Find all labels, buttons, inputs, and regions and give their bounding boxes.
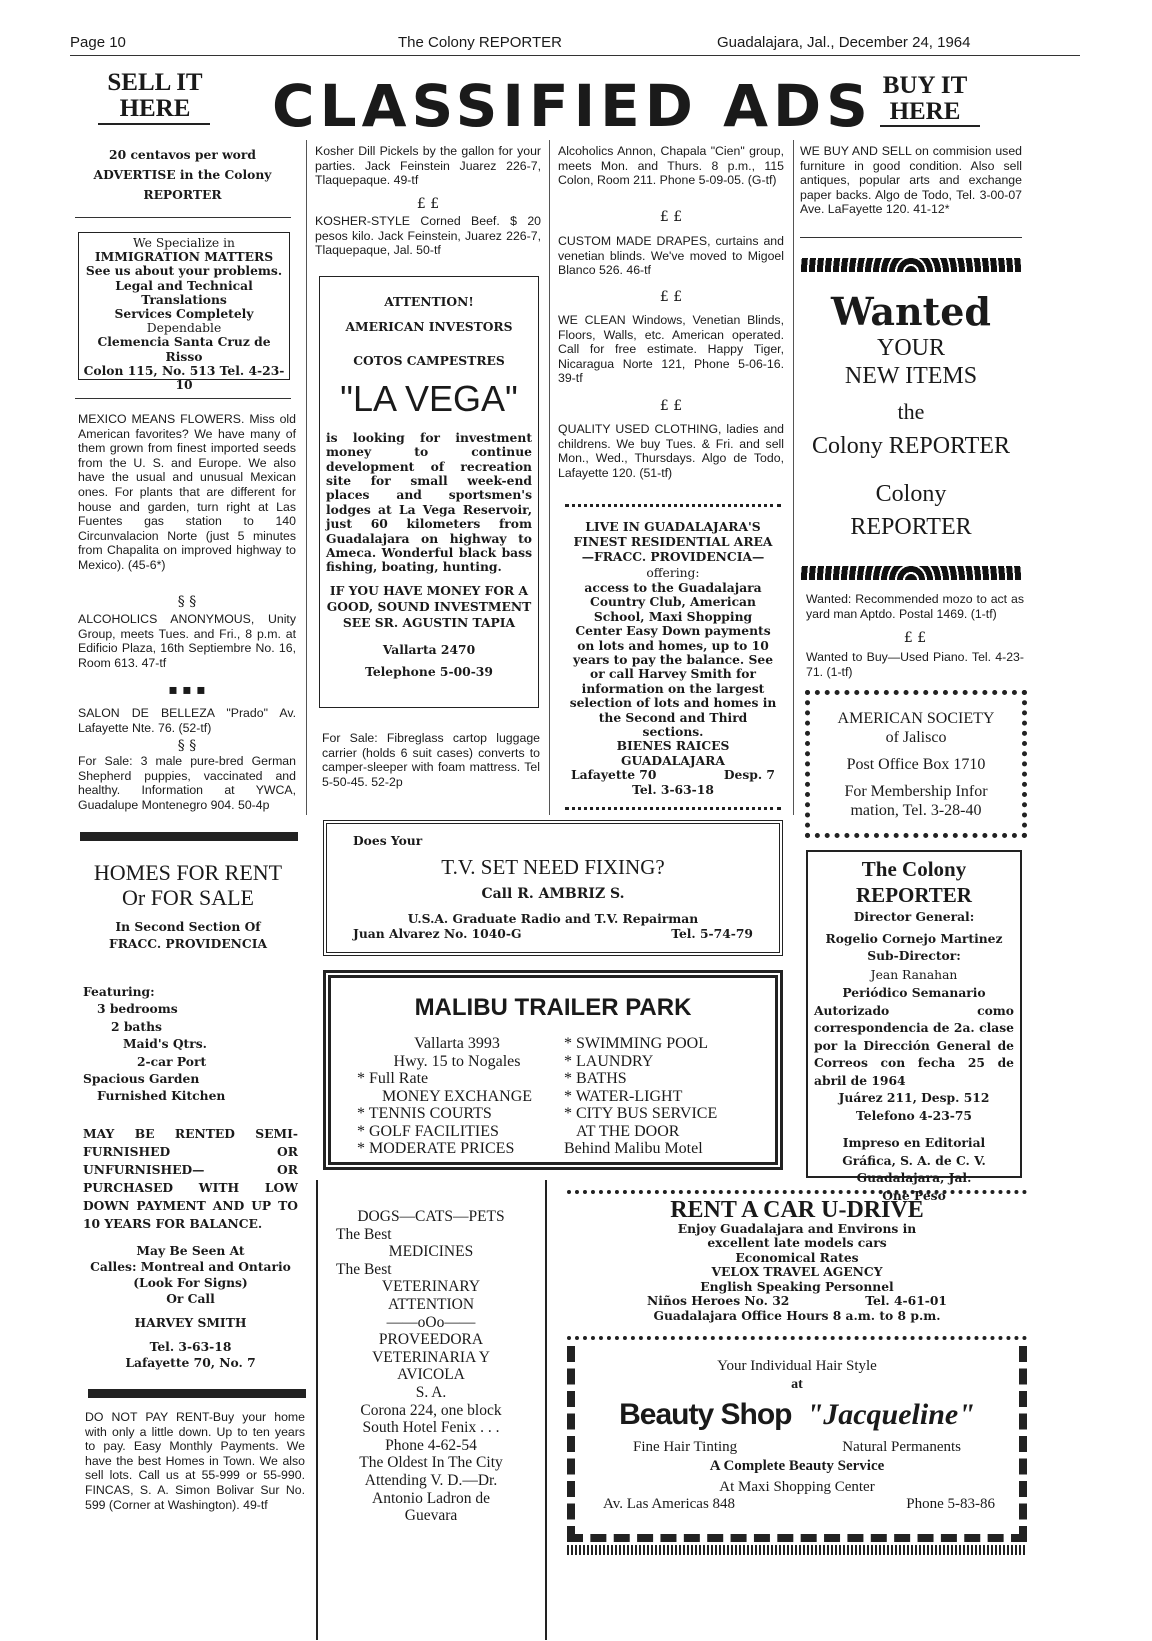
buy-underline xyxy=(880,125,980,127)
providencia-line: offering: xyxy=(646,566,700,580)
homes-sub-1: In Second Section Of xyxy=(115,919,261,934)
vega-money: IF YOU HAVE MONEY FOR A GOOD, SOUND INVESTMENT SEE SR. AGUSTIN TAPIA xyxy=(326,582,532,630)
homes-title xyxy=(78,860,298,910)
beauty-line: at xyxy=(791,1377,803,1392)
staff-line: Director General: xyxy=(853,909,975,924)
pets-line: Attending V. D.—Dr. xyxy=(364,1471,498,1489)
header-rule xyxy=(70,55,1080,56)
malibu-item: Vallarta 3993 xyxy=(414,1035,500,1052)
pets-line: The Oldest In The City xyxy=(359,1454,503,1472)
vega-body: is looking for investment money to continue development of recreation site for small week-end places and sportsmen's lodges at La Vega Reservoir, just 60 kilometers from Guadalajara on highway to Ameca. Wonderful black bass fishing, boating, hunting. xyxy=(326,429,532,575)
beauty-service: Fine Hair Tinting xyxy=(633,1439,738,1455)
providencia-body: access to the Guadalajara Country Club, American School, Maxi Shopping Center Easy Down payments on lots and homes, up to 10 years to pay the balance. See or call Harvey Smith for information on the largest selection of lots and homes in the Second and Third sections. xyxy=(569,580,777,740)
wanted-line: Colony REPORTER xyxy=(812,433,1010,459)
rent-car-lines xyxy=(567,1222,1027,1294)
rent-car-line: Enjoy Guadalajara and Environs in xyxy=(677,1221,917,1236)
beauty-address: Av. Las Americas 848 xyxy=(603,1496,736,1512)
rent-car-address: Niños Heroes No. 32 xyxy=(647,1293,790,1309)
rule xyxy=(75,398,291,399)
providencia-tel: Tel. 3-63-18 xyxy=(632,781,714,797)
legal-line: Colon 115, No. 513 Tel. 4-23-10 xyxy=(83,362,285,393)
pets-line: DOGS—CATS—PETS xyxy=(357,1208,505,1225)
seen-line: Lafayette 70, No. 7 xyxy=(125,1355,256,1370)
tv-headline: T.V. SET NEED FIXING? xyxy=(441,855,665,879)
legal-line: Legal and Technical xyxy=(115,277,253,293)
tv-address-row xyxy=(327,927,779,942)
beauty-address-row xyxy=(575,1496,1019,1513)
society-text xyxy=(810,709,1022,820)
sell-line-1: SELL IT xyxy=(107,69,203,96)
rate-line-2: ADVERTISE in the Colony xyxy=(93,167,272,182)
featuring-item: 2 baths xyxy=(111,1018,162,1034)
wanted-line: REPORTER xyxy=(850,514,972,540)
staff-line: Impreso en Editorial Gráfica, S. A. de C. V. xyxy=(842,1135,986,1168)
malibu-item: * GOLF FACILITIES xyxy=(357,1122,499,1140)
providencia-line: —FRACC. PROVIDENCIA— xyxy=(581,549,765,564)
providencia-address: Lafayette 70 xyxy=(571,767,657,783)
homes-title-2: Or FOR SALE xyxy=(121,885,254,910)
sell-underline xyxy=(98,123,210,125)
pets-line: Antonio Ladron de xyxy=(372,1489,490,1507)
wanted-line: NEW ITEMS xyxy=(844,363,978,389)
beauty-bottom-border xyxy=(567,1545,1027,1555)
malibu-title: MALIBU TRAILER PARK xyxy=(414,994,692,1021)
wanted-ad xyxy=(800,290,1022,541)
legal-line: Risso xyxy=(165,348,203,364)
tv-address: Juan Alvarez No. 1040-G xyxy=(353,925,522,941)
wave-border-bottom xyxy=(800,566,1022,580)
beauty-shop-ad xyxy=(567,1346,1027,1542)
malibu-item: * Full Rate xyxy=(357,1070,429,1087)
rule xyxy=(75,217,291,218)
drapes-ad: CUSTOM MADE DRAPES, curtains and venetian blinds. We've moved to Migoel Blanco 526. 46-tf xyxy=(558,234,784,278)
staff-line: Jean Ranahan xyxy=(870,967,958,982)
providencia-line: LIVE IN GUADALAJARA'S xyxy=(585,519,761,534)
society-line: AMERICAN SOCIETY xyxy=(837,710,995,727)
seen-line: Or Call xyxy=(166,1291,215,1306)
providencia-address-row xyxy=(565,768,781,783)
pets-line: VETERINARY xyxy=(381,1278,481,1296)
separator: § § xyxy=(177,594,197,610)
legal-line: See us about your problems. xyxy=(85,263,283,279)
staff-lines xyxy=(808,908,1020,1204)
rent-a-car-ad xyxy=(567,1190,1027,1340)
society-line: mation, Tel. 3-28-40 xyxy=(850,802,982,819)
pets-line: Guevara xyxy=(404,1507,458,1525)
aa-ad: ALCOHOLICS ANONYMOUS, Unity Group, meets Tues. and Fri., 8 p.m. at Edificio Plaza, 16th Septiembre No. 16, Room 613. 47-tf xyxy=(78,612,296,670)
malibu-item: Behind Malibu Motel xyxy=(564,1140,703,1157)
wanted-line: Colony xyxy=(875,481,947,507)
tv-does-your: Does Your xyxy=(353,833,423,848)
chapala-aa-ad: Alcoholics Annon, Chapala "Cien" group, meets Mon. and Thurs. 8 p.m., 115 Colon, Room 211. Phone 5-09-05. (G-tf) xyxy=(558,144,784,188)
rent-car-line: VELOX TRAVEL AGENCY xyxy=(711,1264,883,1280)
malibu-item: * MODERATE PRICES xyxy=(357,1140,515,1157)
beauty-service: Natural Permanents xyxy=(842,1439,961,1455)
rent-car-address-row xyxy=(567,1294,1027,1309)
society-line: Post Office Box 1710 xyxy=(846,756,986,773)
separator: £ £ xyxy=(659,209,683,225)
pets-line: ——oOo—— xyxy=(386,1313,476,1331)
legal-line: Clemencia Santa Cruz de xyxy=(97,334,271,350)
pets-line: The Best xyxy=(336,1260,392,1278)
vega-investors: AMERICAN INVESTORS xyxy=(345,318,513,334)
immigration-ad xyxy=(78,232,290,393)
rent-car-hours: Guadalajara Office Hours 8 a.m. to 8 p.m. xyxy=(653,1307,941,1323)
homes-title-1: HOMES FOR RENT xyxy=(93,860,283,885)
separator: £ £ xyxy=(659,289,683,305)
pets-border-right xyxy=(545,1180,547,1640)
buy-line-2: HERE xyxy=(889,98,961,125)
beauty-name-2: "Jacqueline" xyxy=(806,1398,975,1431)
piano-ad: Wanted to Buy—Used Piano. Tel. 4-23-71. (1-tf) xyxy=(806,650,1024,679)
rent-car-title: RENT A CAR U-DRIVE xyxy=(670,1197,924,1223)
homes-sub-2: FRACC. PROVIDENCIA xyxy=(108,936,268,951)
legal-line: Translations xyxy=(141,291,227,307)
bienes-raices xyxy=(565,739,781,768)
staff-line: Autorizado como correspondencia de 2a. clase por la Dirección General de Correos con fecha 25 de abril de 1964 xyxy=(814,1002,1014,1088)
dont-pay-ad: DO NOT PAY RENT-Buy your home with only a little down. Up to ten years to pay. Easy Monthly Payments. We have the best Homes in Town. We also sell lots. Call us at 55-999 or 55-990. FINCAS, S. A. Simon Bolivar Sur No. 599 (Corner at Washington). 49-tf xyxy=(85,1410,305,1512)
col-divider-3 xyxy=(793,140,794,815)
malibu-left xyxy=(357,1035,557,1158)
tv-repair-ad xyxy=(323,820,783,956)
american-society-ad xyxy=(805,690,1027,838)
providencia-line: FINEST RESIDENTIAL AREA xyxy=(573,534,773,549)
page-number: Page 10 xyxy=(70,34,126,51)
rate-line-3: REPORTER xyxy=(143,187,222,202)
mozo-ad: Wanted: Recommended mozo to act as yard man Aptdo. Postal 1469. (1-tf) xyxy=(806,592,1024,621)
pets-line: Corona 224, one block xyxy=(360,1401,502,1419)
malibu-right xyxy=(564,1035,764,1158)
seen-line: May Be Seen At xyxy=(136,1243,245,1258)
wanted-line: the xyxy=(897,399,925,424)
malibu-item: Hwy. 15 to Nogales xyxy=(393,1052,521,1070)
providencia-desp: Desp. 7 xyxy=(723,767,775,783)
corned-beef-ad: KOSHER-STYLE Corned Beef. $ 20 pesos kilo. Jack Feinstein, Juarez 226-7, Tlaquepaque, Jal. 50-tf xyxy=(315,214,541,258)
malibu-item: * LAUNDRY xyxy=(564,1052,654,1070)
classified-ads-title: CLASSIFIED ADS xyxy=(272,72,873,140)
pets-line: South Hotel Fenix . . . xyxy=(362,1419,500,1437)
pets-line: VETERINARIA Y xyxy=(372,1348,490,1366)
seen-line: (Look For Signs) xyxy=(133,1275,248,1290)
society-line: For Membership Infor xyxy=(844,783,988,800)
beauty-name-1: Beauty Shop xyxy=(619,1398,792,1431)
staff-line: Juárez 211, Desp. 512 xyxy=(838,1090,990,1105)
beauty-phone: Phone 5-83-86 xyxy=(906,1496,995,1512)
malibu-item: * TENNIS COURTS xyxy=(357,1105,492,1122)
homes-sub xyxy=(78,918,298,952)
wave-border-top xyxy=(800,258,1022,272)
separator: £ £ xyxy=(903,630,927,646)
pets-line: PROVEEDORA xyxy=(378,1331,484,1349)
malibu-item: * WATER-LIGHT xyxy=(564,1087,683,1105)
buy-it-here xyxy=(870,73,980,125)
vega-attention: ATTENTION! xyxy=(384,294,474,309)
place-date: Guadalajara, Jal., December 24, 1964 xyxy=(717,34,971,51)
pickles-ad: Kosher Dill Pickels by the gallon for your parties. Jack Feinstein Juarez 226-7, Tlaquepaque. 49-tf xyxy=(315,144,541,188)
featuring-list xyxy=(83,983,298,1105)
vega-cotos: COTOS CAMPESTRES xyxy=(353,353,505,369)
staff-line: Rogelio Cornejo Martinez xyxy=(825,930,1003,946)
la-vega-ad xyxy=(319,276,539,708)
rent-car-line: Economical Rates xyxy=(735,1249,859,1265)
thick-rule xyxy=(80,832,298,841)
malibu-item: * CITY BUS SERVICE xyxy=(564,1105,718,1122)
beauty-line: At Maxi Shopping Center xyxy=(719,1479,875,1495)
paper-name: The Colony REPORTER xyxy=(398,34,562,51)
flowers-ad: MEXICO MEANS FLOWERS. Miss old American favorites? We have many of them grown from finest imported seeds from the U. S. and Europe. We also have the usual and unusual Mexican ones. For plants that are different for house and garden, turn right at Las Fuentes gas station to 140 Circunvalacion Norte (just 5 minutes from Chapalita on improved highway to Mexico). (45-6*) xyxy=(78,412,296,572)
featuring-item: Spacious Garden xyxy=(83,1071,200,1087)
staff-line: Periódico Semanario xyxy=(842,985,986,1000)
vega-telephone: Telephone 5-00-39 xyxy=(365,664,493,680)
legal-line: Dependable xyxy=(146,321,222,336)
masthead-staff-box xyxy=(806,850,1022,1203)
staff-line: Telefono 4-23-75 xyxy=(856,1107,972,1123)
rent-car-tel: Tel. 4-61-01 xyxy=(865,1293,947,1309)
pets-line: S. A. xyxy=(415,1383,447,1401)
wanted-line: YOUR xyxy=(876,335,945,361)
society-line: of Jalisco xyxy=(885,729,947,746)
rule xyxy=(800,237,1022,238)
bienes-line: GUADALAJARA xyxy=(621,752,725,768)
wanted-title: Wanted xyxy=(831,289,991,334)
fibreglass-ad: For Sale: Fibreglass cartop luggage carrier (holds 6 suit cases) converts to camper-sleeper with foam mattress. Tel 5-50-45. 52-2p xyxy=(322,731,540,789)
thick-rule xyxy=(88,1389,306,1398)
seen-at xyxy=(83,1243,298,1371)
buy-line-1: BUY IT xyxy=(882,72,968,99)
staff-line: Guadalajara, Jal. xyxy=(856,1170,972,1185)
pets-line: AVICOLA xyxy=(397,1366,465,1384)
col-divider-2 xyxy=(549,140,550,815)
separator: £ £ xyxy=(416,196,440,212)
separator: ▪ ▪ ▪ xyxy=(168,682,206,698)
malibu-item: * BATHS xyxy=(564,1070,627,1087)
malibu-trailer-ad xyxy=(323,970,783,1170)
used-clothing-ad: QUALITY USED CLOTHING, ladies and childrens. We buy Tues. & Fri. and sell Mon., Wed., Thursdays. Algo de Todo, Lafayette 120. (51-tf) xyxy=(558,422,784,480)
tv-call: Call R. AMBRIZ S. xyxy=(481,886,625,902)
featuring-item: 2-car Port xyxy=(137,1053,207,1069)
sell-line-2: HERE xyxy=(119,95,191,122)
providencia-ad xyxy=(565,504,781,810)
malibu-item: * SWIMMING POOL xyxy=(564,1035,708,1052)
seen-line: Tel. 3-63-18 xyxy=(149,1339,232,1354)
staff-paper-name: The Colony REPORTER xyxy=(856,857,972,907)
pets-line: The Best xyxy=(336,1225,392,1243)
legal-line: IMMIGRATION MATTERS xyxy=(94,249,274,265)
rent-car-line: English Speaking Personnel xyxy=(700,1278,894,1294)
seen-line: HARVEY SMITH xyxy=(134,1315,247,1330)
rent-car-line: excellent late models cars xyxy=(707,1235,887,1251)
staff-line: Sub-Director: xyxy=(867,948,961,963)
featuring-item: Featuring: xyxy=(83,984,155,999)
vega-title: "LA VEGA" xyxy=(340,377,518,419)
tv-graduate: U.S.A. Graduate Radio and T.V. Repairman xyxy=(407,911,699,926)
buy-sell-ad: WE BUY AND SELL on commision used furniture in good condition. Also sell antiques, popular arts and exchange paper backs. Algo de Todo, Tel. 3-00-07 Ave. LaFayette 120. 41-12* xyxy=(800,144,1022,217)
rate-notice xyxy=(80,145,285,205)
sell-it-here xyxy=(95,70,215,122)
pets-line: MEDICINES xyxy=(388,1243,474,1261)
seen-line: Calles: Montreal and Ontario xyxy=(90,1259,291,1274)
beauty-services xyxy=(575,1439,1019,1456)
beauty-name xyxy=(575,1395,1019,1439)
rate-line-1: 20 centavos per word xyxy=(109,147,256,162)
puppies-ad: For Sale: 3 male pure-bred German Shepherd puppies, vaccinated and healthy. Information at YWCA, Guadalupe Montenegro 904. 50-4p xyxy=(78,754,296,812)
bienes-line: BIENES RAICES xyxy=(616,738,730,754)
pets-line: Phone 4-62-54 xyxy=(385,1436,477,1454)
featuring-item: Furnished Kitchen xyxy=(97,1088,226,1104)
beauty-line: A Complete Beauty Service xyxy=(709,1458,885,1474)
featuring-item: 3 bedrooms xyxy=(97,1001,178,1017)
rented-text: MAY BE RENTED SEMI-FURNISHED OR UNFURNISHED— OR PURCHASED WITH LOW DOWN PAYMENT AND UP TO 10 YEARS FOR BALANCE. xyxy=(83,1126,298,1231)
staff-line: One Peso xyxy=(882,1187,946,1203)
beauty-line: Your Individual Hair Style xyxy=(717,1358,877,1374)
malibu-item: AT THE DOOR xyxy=(576,1122,680,1140)
separator: § § xyxy=(177,738,197,754)
pets-border-left xyxy=(316,1180,318,1640)
pets-line: ATTENTION xyxy=(387,1295,475,1313)
window-cleaning-ad: WE CLEAN Windows, Venetian Blinds, Floors, Walls, etc. American operated. Call for free estimate. Happy Tiger, Nicaragua Norte 121, Phone 5-06-16. 39-tf xyxy=(558,313,784,386)
legal-line: Services Completely xyxy=(114,306,254,322)
providencia-heading xyxy=(565,519,781,581)
featuring-item: Maid's Qtrs. xyxy=(123,1036,207,1052)
malibu-item: MONEY EXCHANGE xyxy=(381,1087,533,1105)
col-divider-1 xyxy=(306,140,307,815)
legal-line: We Specialize in xyxy=(133,236,235,250)
vega-address: Vallarta 2470 xyxy=(382,641,476,657)
salon-ad: SALON DE BELLEZA "Prado" Av. Lafayette Nte. 76. (52-tf) xyxy=(78,706,296,735)
tv-tel: Tel. 5-74-79 xyxy=(671,925,753,941)
separator: £ £ xyxy=(659,398,683,414)
pets-ad xyxy=(320,1208,542,1525)
